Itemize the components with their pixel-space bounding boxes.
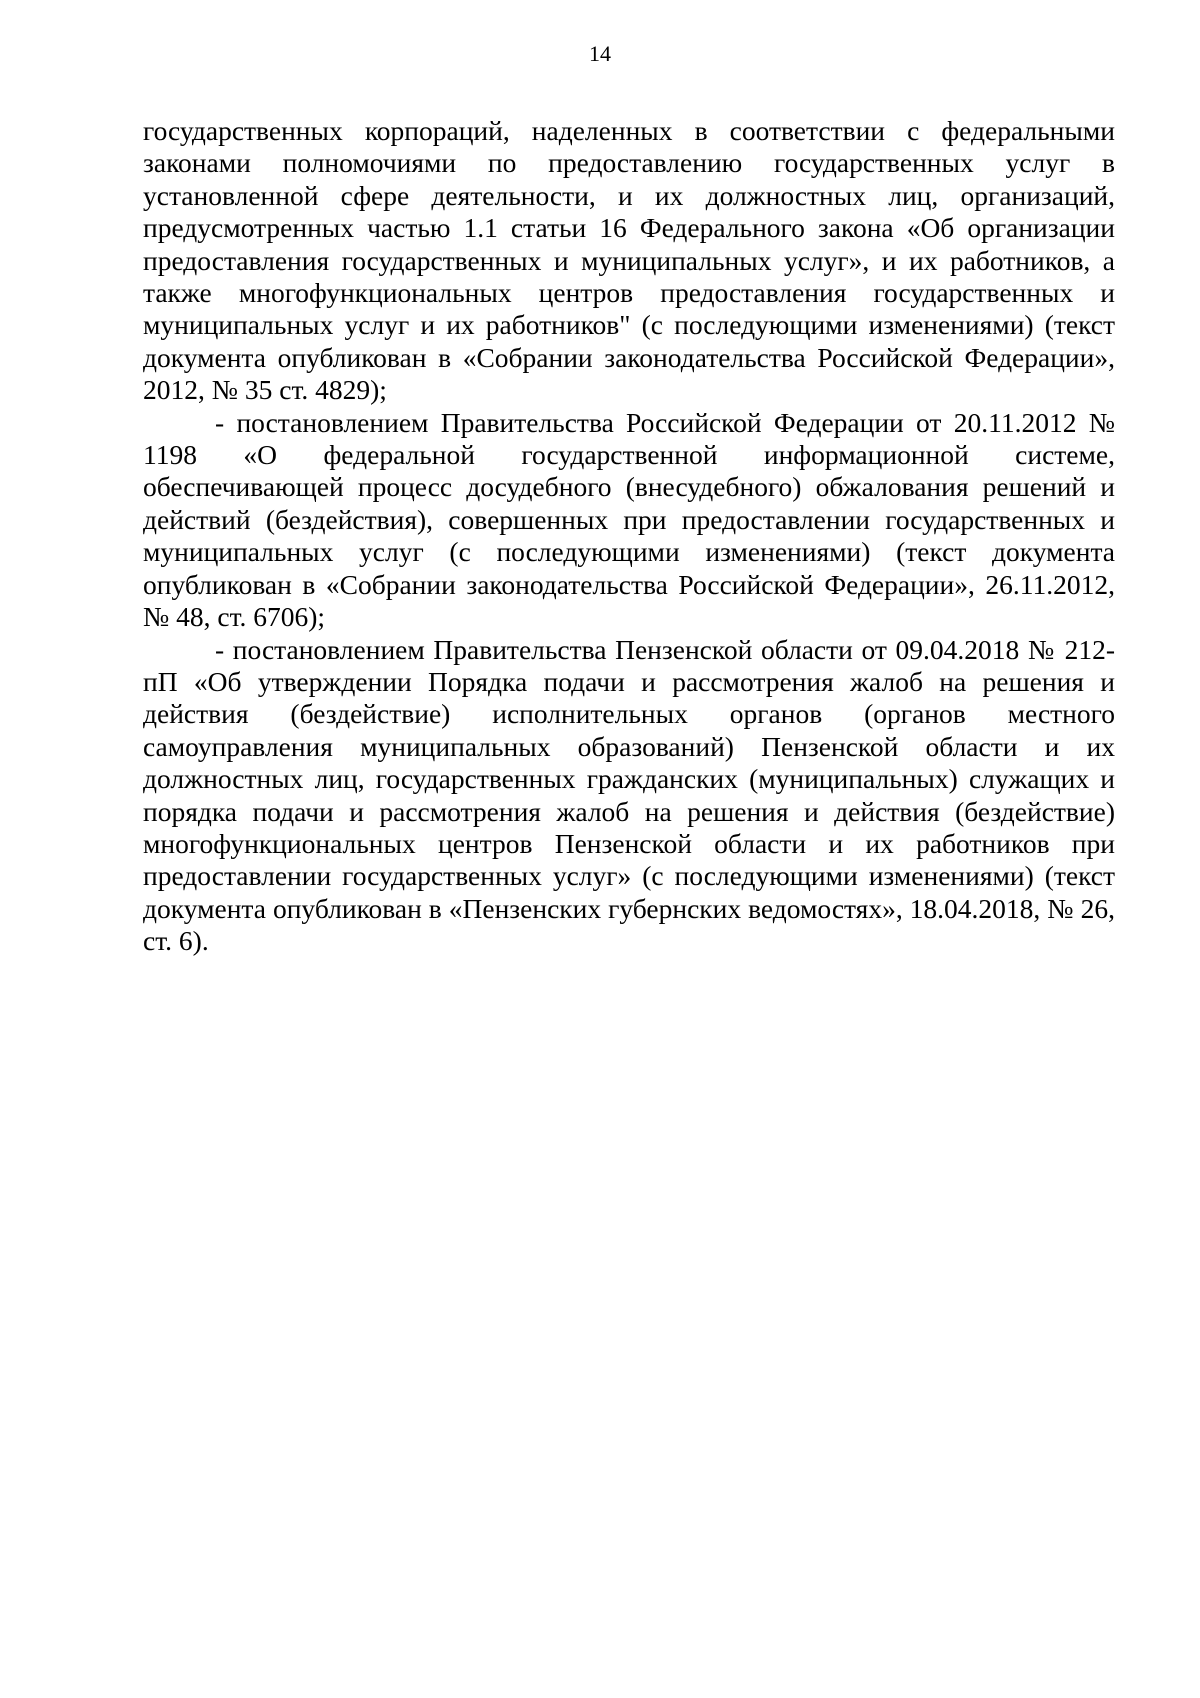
document-body bbox=[143, 115, 1115, 958]
paragraph-resolution-212: - постановлением Правительства Пензенской области от 09.04.2018 № 212-пП «Об утверждении Порядка подачи и рассмотрения жалоб на решения и действия (бездействие) исполнительных органов (органов местного самоуправления муниципальных образований) Пензенской области и их должностных лиц, государственных гражданских (муниципальных) служащих и порядка подачи и рассмотрения жалоб на решения и действия (бездействие) многофункциональных центров Пензенской области и их работников при предоставлении государственных услуг» (с последующими изменениями) (текст документа опубликован в «Пензенских губернских ведомостях», 18.04.2018, № 26, ст. 6). bbox=[143, 633, 1115, 957]
paragraph-continuation: государственных корпораций, наделенных в соответствии с федеральными законами полномочиями по предоставлению государственных услуг в установленной сфере деятельности, и их должностных лиц, организаций, предусмотренных частью 1.1 статьи 16 Федерального закона «Об организации предоставления государственных и муниципальных услуг», и их работников, а также многофункциональных центров предоставления государственных и муниципальных услуг и их работников" (с последующими изменениями) (текст документа опубликован в «Собрании законодательства Российской Федерации», 2012, № 35 ст. 4829); bbox=[143, 115, 1115, 406]
paragraph-resolution-1198: - постановлением Правительства Российской Федерации от 20.11.2012 № 1198 «О федеральной государственной информационной системе, обеспечивающей процесс досудебного (внесудебного) обжалования решений и действий (бездействия), совершенных при предоставлении государственных и муниципальных услуг (с последующими изменениями) (текст документа опубликован в «Собрании законодательства Российской Федерации», 26.11.2012, № 48, ст. 6706); bbox=[143, 406, 1115, 633]
page-number: 14 bbox=[589, 41, 611, 66]
